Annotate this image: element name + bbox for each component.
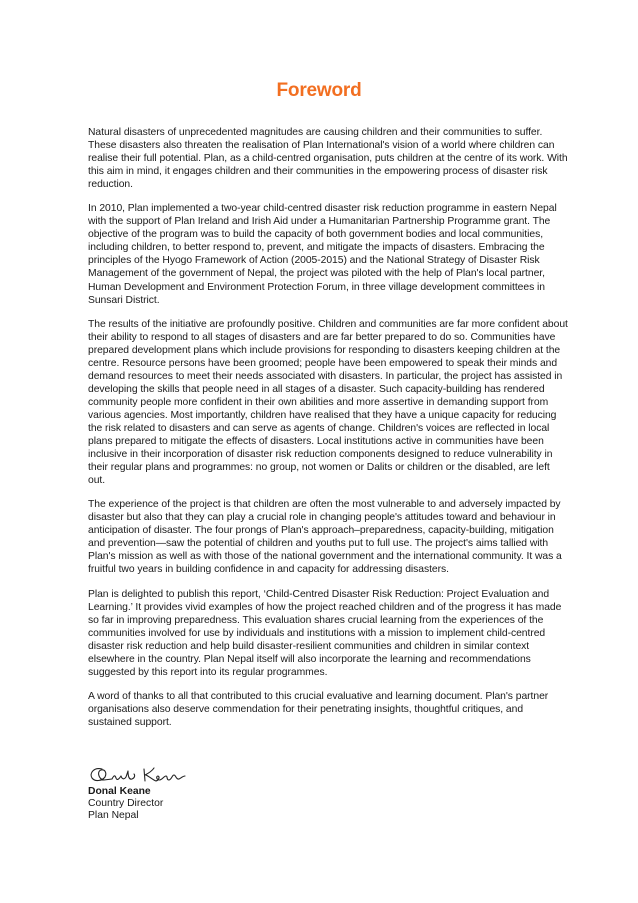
signatory-role: Country Director	[88, 798, 164, 810]
page-title: Foreword	[276, 80, 362, 101]
paragraph-1: Natural disasters of unprecedented magnitudes are causing children and their communities to suffer. These disasters also threaten the realisation of Plan International's vision of a world where children can realise their full potential. Plan, as a child-centred organisation, puts children at the centre of its work. With this aim in mind, it engages children and their communities in the empowering process of disaster risk reduction.	[88, 127, 568, 191]
handwritten-signature	[88, 763, 188, 785]
foreword-body	[88, 126, 568, 740]
paragraph-6: A word of thanks to all that contributed to this crucial evaluative and learning document. Plan's partner organisations also deserve commendation for their penetrating insights, thoughtful critiques, and sustained support.	[88, 690, 549, 728]
paragraph-2: In 2010, Plan implemented a two-year child-centred disaster risk reduction programme in eastern Nepal with the support of Plan Ireland and Irish Aid under a Humanitarian Partnership Programme grant. The objective of the program was to build the capacity of both government bodies and local communities, including children, to better respond to, prevent, and mitigate the impacts of disasters. Embracing the principles of the Hyogo Framework of Action (2005-2015) and the National Strategy of Disaster Risk Management of the government of Nepal, the project was piloted with the help of Plan's local partner, Human Development and Environment Protection Forum, in three village development committees in Sunsari District.	[88, 203, 557, 306]
signature-block	[88, 786, 163, 823]
paragraph-3: The results of the initiative are profoundly positive. Children and communities are far more confident about their ability to respond to all stages of disasters and are far better prepared to do so. Communities have prepared development plans which include provisions for responding to disasters keeping children at the centre. Resource persons have been groomed; people have been empowered to speak their minds and demand resources to meet their needs associated with disasters. In particular, the project has assisted in developing the skills that people need in all stages of a disaster. Such capacity-building has rendered community people more confident in their own abilities and more assertive in demanding support from various agencies. Most importantly, children have realised that they have a unique capacity for reducing the risk related to disasters and can serve as agents of change. Children's voices are reflected in local plans prepared to mitigate the effects of disasters. Local institutions active in communities have been inclusive in their incorporation of disaster risk reduction components designed to reduce vulnerability in their regular plans and programmes: no group, not women or Dalits or children or the disabled, are left out.	[88, 318, 568, 487]
paragraph-4: The experience of the project is that children are often the most vulnerable to and adversely impacted by disaster but also that they can play a crucial role in changing people's attitudes toward and behaviour in anticipation of disaster. The four prongs of Plan's approach–preparedness, capacity-building, mitigation and prevention—saw the potential of children and youths put to full use. The project's aims tallied with Plan's mission as well as with those of the national government and the international community. It was a fruitful two years in building confidence in and capacity for addressing disasters.	[88, 499, 562, 576]
signatory-name: Donal Keane	[88, 786, 151, 797]
paragraph-5: Plan is delighted to publish this report, ‘Child-Centred Disaster Risk Reduction: Project Evaluation and Learning.’ It provides vivid examples of how the project reached children and of the progress it has made so far in improving preparedness. This evaluation shares crucial learning from the experiences of the communities involved for use by individuals and institutions with a mission to implement child-centred disaster risk reduction and help build disaster-resilient communities and children in similar context elsewhere in the country. Plan Nepal itself will also incorporate the learning and recommendations suggested by this report into its regular programmes.	[88, 588, 562, 678]
signatory-organisation: Plan Nepal	[88, 810, 139, 822]
